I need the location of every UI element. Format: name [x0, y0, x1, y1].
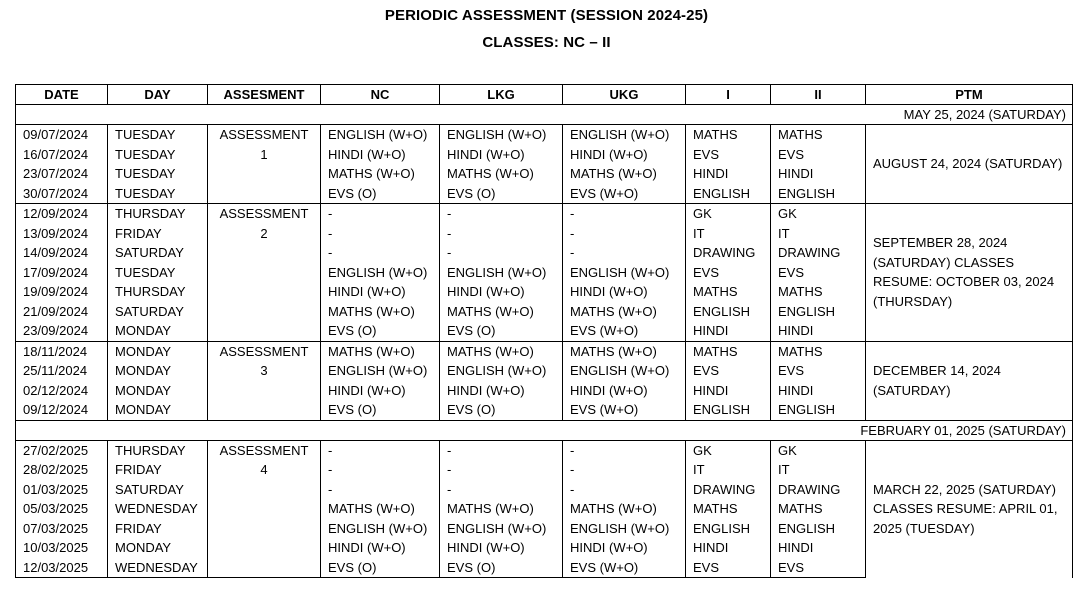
ukg-cell: MATHS (W+O) — [563, 302, 686, 322]
lkg-cell: EVS (O) — [440, 558, 563, 578]
day-cell: MONDAY — [108, 400, 208, 420]
header-date: DATE — [16, 85, 108, 105]
class-i-cell: EVS — [686, 361, 771, 381]
nc-cell: MATHS (W+O) — [321, 164, 440, 184]
assessment-cell — [208, 381, 321, 401]
header-class-ii: II — [771, 85, 866, 105]
assessment-cell: ASSESSMENT — [208, 125, 321, 145]
nc-cell: HINDI (W+O) — [321, 282, 440, 302]
assessment-cell: ASSESSMENT — [208, 341, 321, 361]
ukg-cell: ENGLISH (W+O) — [563, 361, 686, 381]
lkg-cell: MATHS (W+O) — [440, 341, 563, 361]
ptm-text: SEPTEMBER 28, 2024 (SATURDAY) CLASSES RESUME: OCTOBER 03, 2024 (THURSDAY) — [873, 235, 1055, 309]
date-cell: 12/09/2024 — [16, 204, 108, 224]
assessment-cell: 1 — [208, 145, 321, 165]
day-cell: MONDAY — [108, 341, 208, 361]
date-cell: 02/12/2024 — [16, 381, 108, 401]
nc-cell: HINDI (W+O) — [321, 145, 440, 165]
day-cell: WEDNESDAY — [108, 558, 208, 578]
nc-cell: - — [321, 204, 440, 224]
day-cell: TUESDAY — [108, 164, 208, 184]
ukg-cell: EVS (W+O) — [563, 400, 686, 420]
ptm-cell — [866, 341, 1073, 420]
class-i-cell: GK — [686, 204, 771, 224]
nc-cell: ENGLISH (W+O) — [321, 263, 440, 283]
ukg-cell: HINDI (W+O) — [563, 538, 686, 558]
day-cell: MONDAY — [108, 381, 208, 401]
date-cell: 10/03/2025 — [16, 538, 108, 558]
table-row — [16, 341, 1073, 361]
ukg-cell: - — [563, 204, 686, 224]
ptm-banner: MAY 25, 2024 (SATURDAY) — [16, 105, 1073, 125]
ptm-text: DECEMBER 14, 2024 (SATURDAY) — [873, 363, 1001, 398]
class-ii-cell: MATHS — [771, 282, 866, 302]
nc-cell: - — [321, 224, 440, 244]
date-cell: 30/07/2024 — [16, 184, 108, 204]
day-cell: TUESDAY — [108, 125, 208, 145]
assessment-cell: 4 — [208, 460, 321, 480]
lkg-cell: HINDI (W+O) — [440, 145, 563, 165]
ptm-cell — [866, 125, 1073, 204]
assessment-cell — [208, 400, 321, 420]
ukg-cell: MATHS (W+O) — [563, 341, 686, 361]
date-cell: 09/07/2024 — [16, 125, 108, 145]
assessment-cell — [208, 538, 321, 558]
class-ii-cell: EVS — [771, 145, 866, 165]
nc-cell: MATHS (W+O) — [321, 499, 440, 519]
date-cell: 05/03/2025 — [16, 499, 108, 519]
nc-cell: ENGLISH (W+O) — [321, 125, 440, 145]
day-cell: FRIDAY — [108, 224, 208, 244]
day-cell: TUESDAY — [108, 145, 208, 165]
class-ii-cell: ENGLISH — [771, 184, 866, 204]
header-ukg: UKG — [563, 85, 686, 105]
ukg-cell: ENGLISH (W+O) — [563, 125, 686, 145]
ptm-text: MARCH 22, 2025 (SATURDAY) CLASSES RESUME: APRIL 01, 2025 (TUESDAY) — [873, 481, 1058, 536]
date-cell: 07/03/2025 — [16, 519, 108, 539]
assessment-cell — [208, 243, 321, 263]
nc-cell: EVS (O) — [321, 184, 440, 204]
lkg-cell: EVS (O) — [440, 184, 563, 204]
class-i-cell: MATHS — [686, 499, 771, 519]
lkg-cell: - — [440, 224, 563, 244]
class-i-cell: DRAWING — [686, 243, 771, 263]
lkg-cell: MATHS (W+O) — [440, 499, 563, 519]
class-i-cell: ENGLISH — [686, 400, 771, 420]
day-cell: THURSDAY — [108, 282, 208, 302]
lkg-cell: HINDI (W+O) — [440, 538, 563, 558]
class-ii-cell: ENGLISH — [771, 400, 866, 420]
nc-cell: - — [321, 460, 440, 480]
ukg-cell: - — [563, 460, 686, 480]
lkg-cell: - — [440, 460, 563, 480]
nc-cell: EVS (O) — [321, 321, 440, 341]
assessment-cell: ASSESSMENT — [208, 440, 321, 460]
header-nc: NC — [321, 85, 440, 105]
assessment-cell — [208, 302, 321, 322]
ukg-cell: - — [563, 224, 686, 244]
class-i-cell: MATHS — [686, 125, 771, 145]
class-i-cell: EVS — [686, 558, 771, 578]
ptm-text: AUGUST 24, 2024 (SATURDAY) — [873, 156, 1063, 172]
class-ii-cell: DRAWING — [771, 480, 866, 500]
lkg-cell: - — [440, 480, 563, 500]
class-i-cell: EVS — [686, 145, 771, 165]
ukg-cell: ENGLISH (W+O) — [563, 263, 686, 283]
ukg-cell: ENGLISH (W+O) — [563, 519, 686, 539]
class-i-cell: DRAWING — [686, 480, 771, 500]
ukg-cell: HINDI (W+O) — [563, 381, 686, 401]
class-i-cell: HINDI — [686, 321, 771, 341]
ukg-cell: HINDI (W+O) — [563, 282, 686, 302]
ptm-banner: FEBRUARY 01, 2025 (SATURDAY) — [16, 420, 1073, 440]
day-cell: MONDAY — [108, 361, 208, 381]
ukg-cell: - — [563, 480, 686, 500]
class-ii-cell: GK — [771, 204, 866, 224]
nc-cell: EVS (O) — [321, 558, 440, 578]
assessment-table — [15, 84, 1073, 578]
lkg-cell: MATHS (W+O) — [440, 302, 563, 322]
day-cell: MONDAY — [108, 321, 208, 341]
nc-cell: MATHS (W+O) — [321, 341, 440, 361]
date-cell: 27/02/2025 — [16, 440, 108, 460]
class-i-cell: IT — [686, 460, 771, 480]
day-cell: TUESDAY — [108, 184, 208, 204]
ukg-cell: MATHS (W+O) — [563, 164, 686, 184]
day-cell: SATURDAY — [108, 480, 208, 500]
date-cell: 25/11/2024 — [16, 361, 108, 381]
lkg-cell: HINDI (W+O) — [440, 381, 563, 401]
lkg-cell: ENGLISH (W+O) — [440, 263, 563, 283]
day-cell: SATURDAY — [108, 243, 208, 263]
day-cell: THURSDAY — [108, 204, 208, 224]
lkg-cell: ENGLISH (W+O) — [440, 361, 563, 381]
date-cell: 09/12/2024 — [16, 400, 108, 420]
date-cell: 21/09/2024 — [16, 302, 108, 322]
class-ii-cell: ENGLISH — [771, 302, 866, 322]
assessment-cell — [208, 263, 321, 283]
day-cell: MONDAY — [108, 538, 208, 558]
page-subtitle: CLASSES: NC – II — [482, 34, 611, 51]
ukg-cell: - — [563, 440, 686, 460]
date-cell: 01/03/2025 — [16, 480, 108, 500]
date-cell: 23/07/2024 — [16, 164, 108, 184]
assessment-cell: ASSESSMENT — [208, 204, 321, 224]
class-ii-cell: HINDI — [771, 381, 866, 401]
header-class-i: I — [686, 85, 771, 105]
class-ii-cell: GK — [771, 440, 866, 460]
nc-cell: EVS (O) — [321, 400, 440, 420]
lkg-cell: - — [440, 243, 563, 263]
date-cell: 19/09/2024 — [16, 282, 108, 302]
class-i-cell: MATHS — [686, 282, 771, 302]
ukg-cell: EVS (W+O) — [563, 184, 686, 204]
assessment-cell: 3 — [208, 361, 321, 381]
assessment-cell — [208, 164, 321, 184]
assessment-cell — [208, 499, 321, 519]
assessment-cell — [208, 519, 321, 539]
day-cell: SATURDAY — [108, 302, 208, 322]
header-day: DAY — [108, 85, 208, 105]
ptm-banner-row — [16, 105, 1073, 125]
nc-cell: - — [321, 243, 440, 263]
assessment-cell — [208, 558, 321, 578]
date-cell: 17/09/2024 — [16, 263, 108, 283]
day-cell: WEDNESDAY — [108, 499, 208, 519]
class-i-cell: GK — [686, 440, 771, 460]
ptm-banner-row — [16, 420, 1073, 440]
lkg-cell: EVS (O) — [440, 400, 563, 420]
class-ii-cell: DRAWING — [771, 243, 866, 263]
date-cell: 23/09/2024 — [16, 321, 108, 341]
class-i-cell: MATHS — [686, 341, 771, 361]
ukg-cell: MATHS (W+O) — [563, 499, 686, 519]
lkg-cell: - — [440, 440, 563, 460]
lkg-cell: ENGLISH (W+O) — [440, 125, 563, 145]
lkg-cell: HINDI (W+O) — [440, 282, 563, 302]
ukg-cell: - — [563, 243, 686, 263]
ptm-cell — [866, 440, 1073, 578]
nc-cell: HINDI (W+O) — [321, 538, 440, 558]
page-title: PERIODIC ASSESSMENT (SESSION 2024-25) — [384, 7, 709, 24]
day-cell: TUESDAY — [108, 263, 208, 283]
class-ii-cell: IT — [771, 224, 866, 244]
header-lkg: LKG — [440, 85, 563, 105]
nc-cell: MATHS (W+O) — [321, 302, 440, 322]
lkg-cell: - — [440, 204, 563, 224]
date-cell: 16/07/2024 — [16, 145, 108, 165]
ukg-cell: HINDI (W+O) — [563, 145, 686, 165]
class-i-cell: HINDI — [686, 381, 771, 401]
nc-cell: - — [321, 440, 440, 460]
date-cell: 18/11/2024 — [16, 341, 108, 361]
nc-cell: ENGLISH (W+O) — [321, 519, 440, 539]
ptm-cell — [866, 204, 1073, 342]
lkg-cell: EVS (O) — [440, 321, 563, 341]
nc-cell: - — [321, 480, 440, 500]
header-row — [16, 85, 1073, 105]
class-ii-cell: EVS — [771, 263, 866, 283]
class-ii-cell: MATHS — [771, 341, 866, 361]
class-ii-cell: IT — [771, 460, 866, 480]
date-cell: 28/02/2025 — [16, 460, 108, 480]
nc-cell: HINDI (W+O) — [321, 381, 440, 401]
class-i-cell: ENGLISH — [686, 519, 771, 539]
class-i-cell: HINDI — [686, 164, 771, 184]
assessment-cell — [208, 480, 321, 500]
class-ii-cell: MATHS — [771, 125, 866, 145]
class-i-cell: ENGLISH — [686, 302, 771, 322]
assessment-cell — [208, 282, 321, 302]
class-ii-cell: ENGLISH — [771, 519, 866, 539]
class-i-cell: EVS — [686, 263, 771, 283]
class-ii-cell: EVS — [771, 361, 866, 381]
table-row — [16, 204, 1073, 224]
day-cell: THURSDAY — [108, 440, 208, 460]
date-cell: 14/09/2024 — [16, 243, 108, 263]
lkg-cell: ENGLISH (W+O) — [440, 519, 563, 539]
assessment-cell — [208, 321, 321, 341]
date-cell: 13/09/2024 — [16, 224, 108, 244]
class-ii-cell: HINDI — [771, 538, 866, 558]
header-ptm: PTM — [866, 85, 1073, 105]
assessment-cell: 2 — [208, 224, 321, 244]
date-cell: 12/03/2025 — [16, 558, 108, 578]
assessment-cell — [208, 184, 321, 204]
table-row — [16, 125, 1073, 145]
nc-cell: ENGLISH (W+O) — [321, 361, 440, 381]
class-i-cell: HINDI — [686, 538, 771, 558]
ukg-cell: EVS (W+O) — [563, 558, 686, 578]
day-cell: FRIDAY — [108, 460, 208, 480]
lkg-cell: MATHS (W+O) — [440, 164, 563, 184]
table-row — [16, 440, 1073, 460]
class-ii-cell: MATHS — [771, 499, 866, 519]
day-cell: FRIDAY — [108, 519, 208, 539]
class-ii-cell: EVS — [771, 558, 866, 578]
class-ii-cell: HINDI — [771, 164, 866, 184]
ukg-cell: EVS (W+O) — [563, 321, 686, 341]
header-assessment: ASSESMENT — [208, 85, 321, 105]
class-i-cell: ENGLISH — [686, 184, 771, 204]
class-ii-cell: HINDI — [771, 321, 866, 341]
class-i-cell: IT — [686, 224, 771, 244]
